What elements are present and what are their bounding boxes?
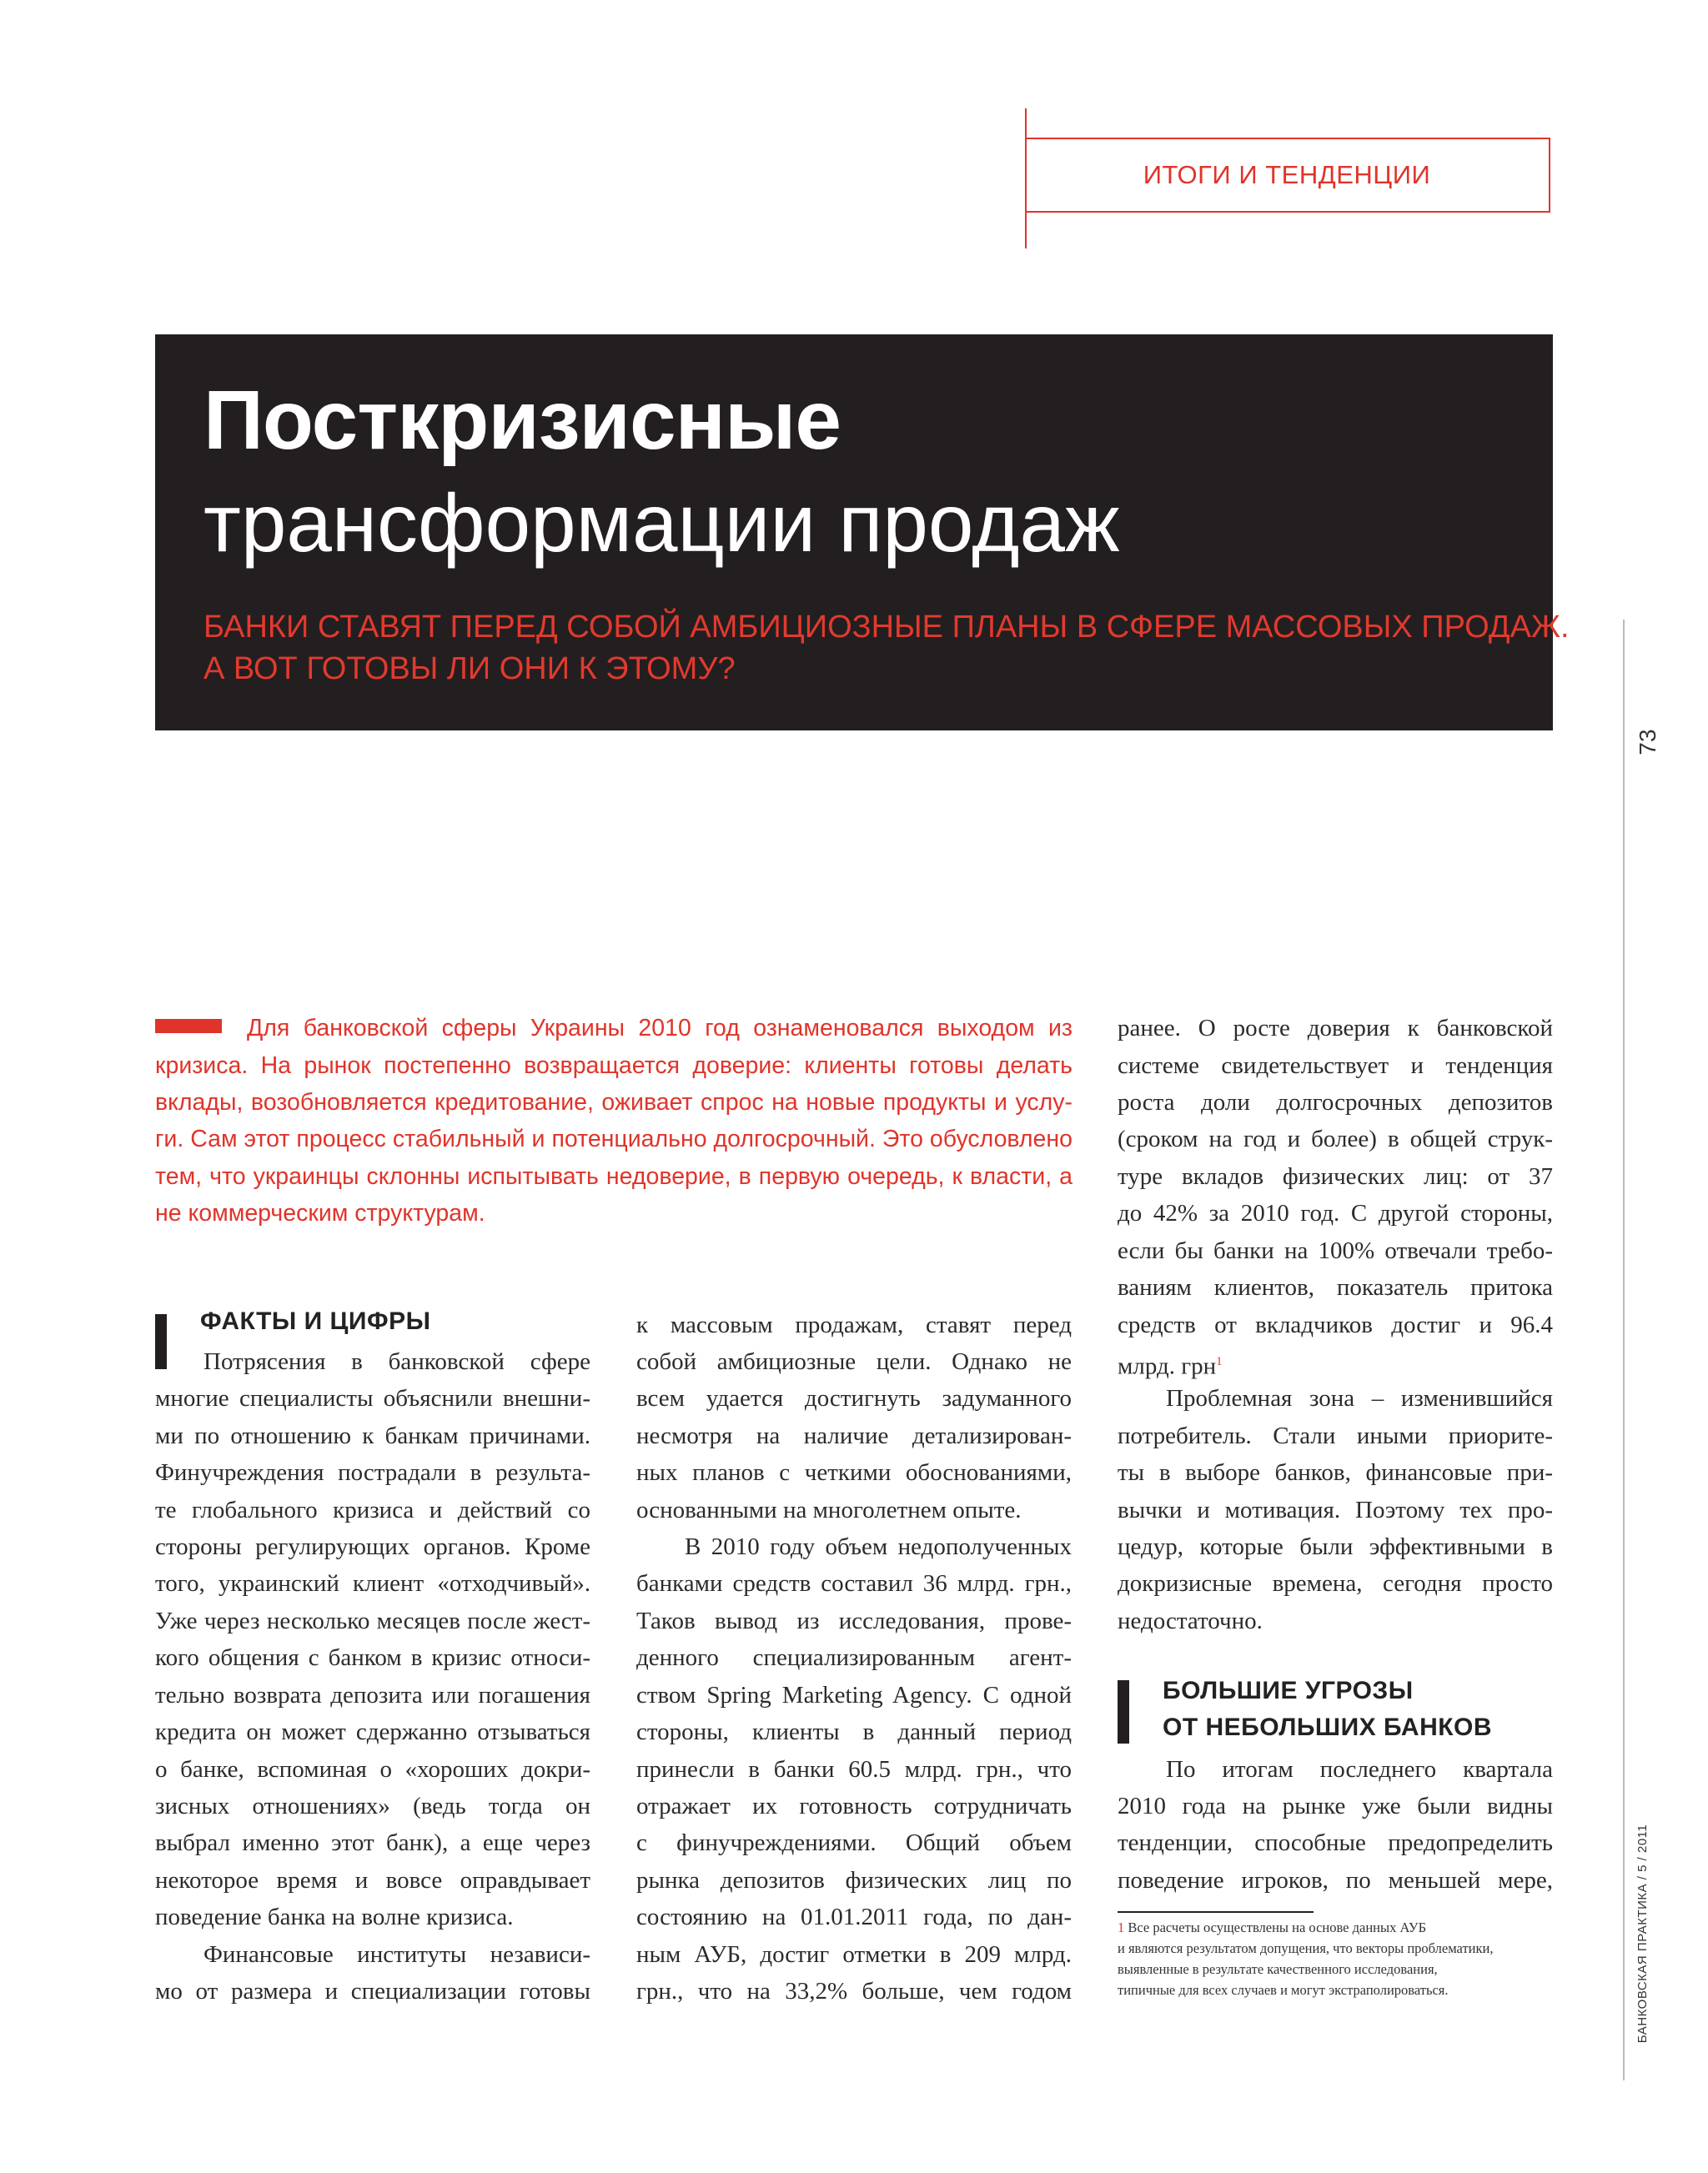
body-line: тельно возврата депозита или погашения <box>155 1682 590 1709</box>
body-line: ваниям клиентов, показатель притока <box>1118 1274 1553 1301</box>
section-heading-threats-line-2: ОТ НЕБОЛЬШИХ БАНКОВ <box>1163 1714 1493 1741</box>
section-label: ИТОГИ И ТЕНДЕНЦИИ <box>1143 160 1431 189</box>
body-line: многие специалисты объяснили внешни- <box>155 1385 590 1412</box>
body-line: к массовым продажам, ставят перед <box>636 1312 1072 1338</box>
body-line: мо от размера и специализации готовы <box>155 1978 590 2005</box>
body-line: с финучреждениями. Общий объем <box>636 1829 1072 1856</box>
body-line: рынка депозитов физических лиц по <box>636 1867 1072 1894</box>
body-line: ми по отношению к банкам причинами. <box>155 1423 590 1449</box>
body-line: до 42% за 2010 год. С другой стороны, <box>1118 1200 1553 1227</box>
section-heading-facts: ФАКТЫ И ЦИФРЫ <box>200 1307 431 1335</box>
article-subtitle-line-1: БАНКИ СТАВЯТ ПЕРЕД СОБОЙ АМБИЦИОЗНЫЕ ПЛАНЫ В СФЕРЕ МАССОВЫХ ПРОДАЖ. <box>203 610 1570 645</box>
body-line: (сроком на год и более) в общей струк- <box>1118 1126 1553 1152</box>
body-line: поведение банка на волне кризиса. <box>155 1904 514 1930</box>
body-line: отражает их готовность сотрудничать <box>636 1793 1072 1819</box>
article-title-line-2: трансформации продаж <box>203 477 1120 569</box>
body-line: Проблемная зона – изменившийся <box>1166 1385 1553 1412</box>
body-line: По итогам последнего квартала <box>1166 1756 1553 1783</box>
body-line: Финансовые институты независи- <box>203 1941 590 1968</box>
body-line: роста доли долгосрочных депозитов <box>1118 1089 1553 1116</box>
body-line: ством Spring Marketing Agency. С одной <box>636 1682 1072 1709</box>
body-line: системе свидетельствует и тенденция <box>1118 1052 1553 1079</box>
body-line: ты в выборе банков, финансовые при- <box>1118 1459 1553 1486</box>
body-line: того, украинский клиент «отходчивый». <box>155 1570 590 1597</box>
body-line: кого общения с банком в кризис относи- <box>155 1644 590 1671</box>
body-line: состоянию на 01.01.2011 года, по дан- <box>636 1904 1072 1930</box>
body-line: Финучреждения пострадали в результа- <box>155 1459 590 1486</box>
section-heading-threats-line-1: БОЛЬШИЕ УГРОЗЫ <box>1163 1677 1414 1704</box>
article-title-line-1: Посткризисные <box>203 374 841 467</box>
footnote-line <box>1118 1918 1426 1937</box>
heading-bar <box>1118 1680 1129 1744</box>
body-line: В 2010 году объем недополученных <box>685 1533 1072 1560</box>
body-line: если бы банки на 100% отвечали требо- <box>1118 1237 1553 1264</box>
body-line: ным АУБ, достиг отметки в 209 млрд. <box>636 1941 1072 1968</box>
body-line: кредита он может сдержанно отзываться <box>155 1719 590 1745</box>
lead-line: Для банковской сферы Украины 2010 год ознаменовался выходом из <box>247 1015 1073 1041</box>
lead-line: тем, что украинцы склонны испытывать недоверие, в первую очередь, к власти, а <box>155 1163 1073 1190</box>
lead-line: вклады, возобновляется кредитование, оживает спрос на новые продукты и услу- <box>155 1089 1073 1116</box>
body-line: Уже через несколько месяцев после жест- <box>155 1608 590 1634</box>
body-line: средств от вкладчиков достиг и 96.4 <box>1118 1312 1553 1338</box>
section-header <box>1025 138 1550 213</box>
lead-line: не коммерческим структурам. <box>155 1200 485 1227</box>
body-line: некоторое время и вовсе оправдывает <box>155 1867 590 1894</box>
body-line: Таков вывод из исследования, прове- <box>636 1608 1072 1634</box>
title-banner <box>155 334 1570 730</box>
body-line: несмотря на наличие детализирован- <box>636 1423 1072 1449</box>
article-subtitle-line-2: А ВОТ ГОТОВЫ ЛИ ОНИ К ЭТОМУ? <box>203 651 736 686</box>
body-line: докризисные времена, сегодня просто <box>1118 1570 1553 1597</box>
body-line <box>1118 1343 1553 1380</box>
lead-line: кризиса. На рынок постепенно возвращается доверие: клиенты готовы делать <box>155 1052 1073 1079</box>
body-line: вычки и мотивация. Поэтому тех про- <box>1118 1497 1553 1523</box>
footnote-reference[interactable]: 1 <box>1216 1355 1223 1368</box>
body-line: всем удается достигнуть задуманного <box>636 1385 1072 1412</box>
lead-marker <box>155 1019 222 1033</box>
body-line: зисных отношениях» (ведь тогда он <box>155 1793 590 1819</box>
body-text: млрд. грн <box>1118 1352 1217 1380</box>
body-line: потребитель. Стали иными приорите- <box>1118 1423 1553 1449</box>
body-line: те глобального кризиса и действий со <box>155 1497 590 1523</box>
footnote-rule <box>1118 1911 1314 1913</box>
body-line: основанными на многолетнем опыте. <box>636 1497 1022 1523</box>
body-line: грн., что на 33,2% больше, чем годом <box>636 1978 1072 2005</box>
body-line: банками средств составил 36 млрд. грн., <box>636 1570 1072 1597</box>
body-line: собой амбициозные цели. Однако не <box>636 1348 1072 1375</box>
body-line: принесли в банки 60.5 млрд. грн., что <box>636 1756 1072 1783</box>
footnote-text: Все расчеты осуществлены на основе данных АУБ <box>1128 1920 1427 1935</box>
lead-line: ги. Сам этот процесс стабильный и потенциально долгосрочный. Это обусловлено <box>155 1126 1073 1152</box>
footnote-line: типичные для всех случаев и могут экстраполироваться. <box>1118 1982 1449 1998</box>
body-line: ных планов с четкими обоснованиями, <box>636 1459 1072 1486</box>
body-line: ранее. О росте доверия к банковской <box>1118 1015 1553 1041</box>
body-line: недостаточно. <box>1118 1608 1263 1634</box>
footnote-line: и являются результатом допущения, что векторы проблематики, <box>1118 1940 1494 1956</box>
body-line: 2010 года на рынке уже были видны <box>1118 1793 1553 1819</box>
body-line: цедур, которые были эффективными в <box>1118 1533 1553 1560</box>
body-line: денного специализированным агент- <box>636 1644 1072 1671</box>
body-line: поведение игроков, по меньшей мере, <box>1118 1867 1553 1894</box>
footnote-line: выявленные в результате качественного исследования, <box>1118 1961 1438 1977</box>
body-line: выбрал именно этот банк), а еще через <box>155 1829 590 1856</box>
body-line: тенденции, способные предопределить <box>1118 1829 1553 1856</box>
footnote-number: 1 <box>1118 1920 1125 1935</box>
heading-bar <box>155 1314 167 1369</box>
journal-reference: БАНКОВСКАЯ ПРАКТИКА / 5 / 2011 <box>1635 1824 1650 2044</box>
body-line: стороны, клиенты в данный период <box>636 1719 1072 1745</box>
body-line: стороны регулирующих органов. Кроме <box>155 1533 590 1560</box>
margin-rule <box>1623 620 1625 2080</box>
body-line: о банке, вспоминая о «хороших докри- <box>155 1756 590 1783</box>
page-number: 73 <box>1635 729 1660 755</box>
body-line: Потрясения в банковской сфере <box>203 1348 590 1375</box>
body-line: туре вкладов физических лиц: от 37 <box>1118 1163 1553 1190</box>
